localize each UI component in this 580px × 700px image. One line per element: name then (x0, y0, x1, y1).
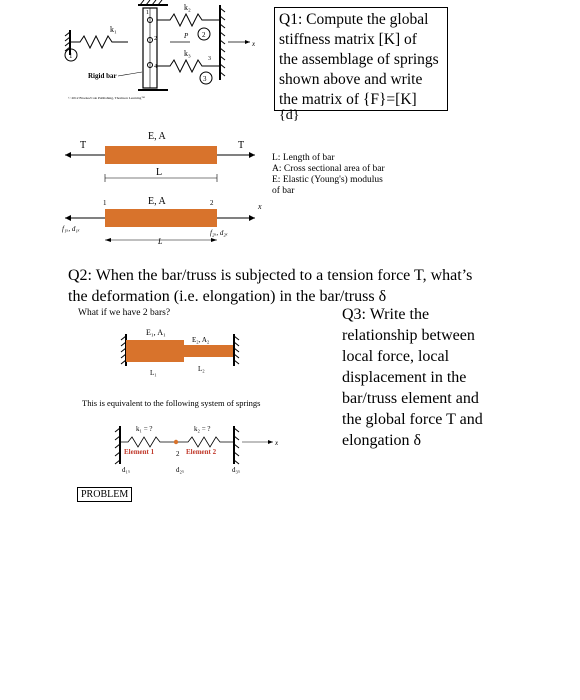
q3-line: displacement in the (342, 369, 467, 386)
equivalent-spring-figure (108, 420, 288, 480)
two-bars-heading: What if we have 2 bars? (78, 308, 171, 318)
circled-one: 1 (69, 52, 73, 60)
q1-line: {d} (279, 108, 300, 123)
bar1-length: L₁ (150, 369, 157, 377)
circled-three: 3 (203, 75, 207, 83)
element-1-label: Element 1 (124, 448, 155, 456)
bar2-length: L₂ (198, 365, 205, 373)
bar2-x-label: x (258, 202, 262, 211)
bar1-material: E₁, A₁ (146, 328, 166, 337)
force-node-label: 2 (202, 31, 206, 39)
bar-element-figure (60, 195, 270, 255)
node-2-label: 2 (176, 450, 180, 458)
node1-label: 1 (146, 10, 149, 16)
q1-line: the matrix of {F}=[K] (279, 91, 417, 108)
node4-label: 4 (154, 64, 157, 70)
rigid-bar-label: Rigid bar (88, 72, 117, 80)
force-label: P (184, 32, 189, 40)
bar-2 (184, 345, 234, 357)
bar2-node1: 1 (103, 199, 107, 207)
bar-length-label: L (156, 167, 163, 178)
spring-system-figure (60, 0, 270, 100)
q2-line: the deformation (i.e. elongation) in the bar/truss δ (68, 288, 387, 305)
q3-line: relationship between (342, 327, 475, 344)
bar2-material: E₂, A₂ (192, 336, 210, 344)
bar-body (105, 209, 217, 227)
q3-line: elongation δ (342, 432, 422, 449)
x-label: x (275, 439, 279, 447)
bar-body (105, 146, 217, 164)
q3-line: Q3: Write the (342, 306, 430, 323)
d1-label: d₁ₓ (122, 466, 130, 474)
element-2-label: Element 2 (186, 448, 217, 456)
k2-unknown: k₂ = ? (194, 425, 211, 433)
node2-label: 2 (154, 36, 157, 42)
x-axis-label: x (252, 40, 256, 48)
q3-line: bar/truss element and (342, 390, 479, 407)
q1-line: Q1: Compute the global (279, 11, 429, 28)
d2-label: d₂ₓ (176, 466, 184, 474)
bar-1 (126, 340, 184, 362)
problem-tag: PROBLEM (77, 487, 132, 502)
q1-line: the assemblage of springs (279, 51, 439, 68)
q1-line: stiffness matrix [K] of (279, 31, 417, 48)
tension-right-label: T (238, 140, 245, 151)
tension-left-label: T (80, 140, 87, 151)
bar2-left-force: f₁ₓ, d₁ₓ (62, 225, 80, 233)
q3-line: local force, local (342, 348, 450, 365)
copyright-note: © 2012 Brooks/Cole Publishing, Thomson Learning™ (68, 96, 145, 100)
question-3 (342, 304, 562, 451)
equivalent-caption: This is equivalent to the following system of springs (82, 398, 261, 408)
k1-unknown: k₁ = ? (136, 425, 153, 433)
bar2-length: L (158, 237, 163, 246)
bar2-material-label: E, A (148, 196, 166, 207)
k1-label: k₁ (110, 25, 117, 34)
legend-line: L: Length of bar (272, 153, 335, 163)
bar2-node2: 2 (210, 199, 214, 207)
node3-label: 3 (208, 56, 211, 62)
q2-line: Q2: When the bar/truss is subjected to a tension force T, what’s (68, 267, 473, 284)
q3-line: the global force T and (342, 411, 483, 428)
k3-label: k₃ (184, 49, 191, 58)
question-2 (68, 265, 568, 307)
question-1-box (274, 7, 448, 123)
legend-line: E: Elastic (Young's) modulus (272, 175, 383, 185)
legend-line: of bar (272, 186, 295, 196)
k2-label: k₂ (184, 3, 191, 12)
bar-material-label: E, A (148, 131, 166, 142)
two-bar-figure (110, 320, 250, 380)
bar2-right-force: f₂ₓ, d₂ₓ (210, 229, 228, 237)
legend-line: A: Cross sectional area of bar (272, 164, 385, 174)
bar-legend (272, 153, 472, 197)
q1-line: shown above and write (279, 71, 423, 88)
d3-label: d₃ₓ (232, 466, 240, 474)
bar-tension-figure (60, 128, 270, 188)
